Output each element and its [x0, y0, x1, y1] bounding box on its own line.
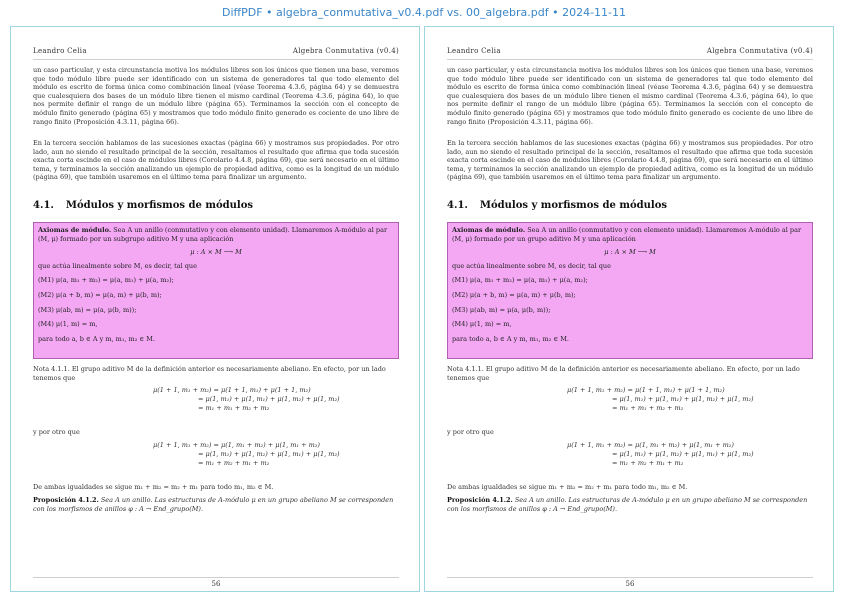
equation-line: = m₁ + m₁ + m₂ + m₂: [198, 404, 270, 412]
equation-line: = μ(1, m₁) + μ(1, m₂) + μ(1, m₁) + μ(1, m₂): [612, 450, 754, 458]
left-page-view[interactable]: [10, 26, 420, 592]
header-title: Algebra Conmutativa (v0.4): [292, 47, 399, 55]
axiom-m2: (M2) μ(a + b, m) = μ(a, m) + μ(b, m);: [452, 290, 576, 299]
definition-formula: μ : A × M ⟶ M: [190, 248, 242, 257]
section-number: 4.1.: [33, 200, 54, 211]
equation-line: = m₁ + m₂ + m₁ + m₂: [198, 459, 270, 467]
right-page-view[interactable]: [424, 26, 834, 592]
equation-block-1: [33, 386, 399, 424]
definition-title: Axiomas de módulo.: [38, 226, 112, 234]
axiom-m1: (M1) μ(a, m₁ + m₂) = μ(a, m₁) + μ(a, m₂);: [38, 276, 174, 285]
equation-block-1: [447, 386, 813, 424]
note-paragraph: Nota 4.1.1. El grupo aditivo M de la definición anterior es necesariamente abeliano. En efecto, por un lado tenemos que: [447, 365, 800, 382]
running-header: [447, 47, 813, 60]
definition-formula: μ : A × M ⟶ M: [604, 248, 656, 257]
axiom-m4: (M4) μ(1, m) = m,: [38, 320, 98, 329]
header-author: Leandro Celia: [447, 47, 501, 55]
section-title: Módulos y morfismos de módulos: [479, 200, 667, 211]
proposition-text: Sea A un anillo. Las estructuras de A-módulo μ en un grupo abeliano M se corresponden con los morfismos de anillos φ : A → End_grupo(M).: [33, 496, 394, 513]
axiom-m4: (M4) μ(1, m) = m,: [452, 320, 512, 329]
section-title: Módulos y morfismos de módulos: [65, 200, 253, 211]
equation-line: μ(1 + 1, m₁ + m₂) = μ(1, m₁ + m₂) + μ(1, m₁ + m₂): [567, 441, 734, 449]
axiom-m2: (M2) μ(a + b, m) = μ(a, m) + μ(b, m);: [38, 290, 162, 299]
definition-lead: que actúa linealmente sobre M, es decir, tal que: [452, 261, 611, 270]
equation-line: μ(1 + 1, m₁ + m₂) = μ(1 + 1, m₁) + μ(1 + 1, m₂): [153, 386, 311, 394]
proposition: [33, 496, 399, 513]
definition-text: Sea A un anillo (conmutativo y con elemento unidad). Llamaremos A-módulo al par (M, μ) formado por un subgrupo aditivo M y una aplicación: [38, 226, 388, 243]
intro-paragraph: un caso particular, y esta circunstancia motiva los módulos libres son los únicos que tienen una base, veremos que todo módulo libre puede ser identificado con un sistema de generadores tal que todo elemento del módulo es escrito de forma única como combinación lineal (véase Teorema 4.3.6, página 64) y se demuestra que cualesquiera dos bases de un módulo libre tienen el mismo cardinal (Teorema 4.3.6, página 64), lo que nos permite definir el rango de un módulo libre (página 65). Terminamos la sección con el concepto de módulo finito generado (página 65) y mostramos que todo módulo finito generado es cociente de uno libre de rango finito (Proposición 4.3.11, página 66).: [33, 66, 399, 126]
conclusion-text: De ambas igualdades se sigue m₁ + m₂ = m₂ + m₁ para todo m₁, m₂ ∈ M.: [447, 483, 688, 491]
definition-close: para todo a, b ∈ A y m, m₁, m₂ ∈ M.: [38, 334, 155, 343]
intro-paragraph-2: En la tercera sección hablamos de las sucesiones exactas (página 66) y mostramos sus propiedades. Por otro lado, aun no siendo el resultado principal de la sección, resaltamos el resultado que afirma que toda sucesión exacta corta escinde en el caso de módulos libres (Corolario 4.4.8, página 69), que será necesario en el último tema, y terminamos la sección analizando un ejemplo de propiedad aditiva, como es la longitud de un módulo (página 69), que también usaremos en el último tema para finalizar un argumento.: [447, 139, 813, 182]
equation-line: = m₁ + m₁ + m₂ + m₂: [612, 404, 684, 412]
section-heading: [447, 200, 813, 214]
definition-lead: que actúa linealmente sobre M, es decir, tal que: [38, 261, 197, 270]
proposition-label: Proposición 4.1.2.: [33, 496, 99, 504]
axiom-m1: (M1) μ(a, m₁ + m₂) = μ(a, m₁) + μ(a, m₂);: [452, 276, 588, 285]
section-heading: [33, 200, 399, 214]
window-title: DiffPDF • algebra_conmutativa_v0.4.pdf vs. 00_algebra.pdf • 2024-11-11: [221, 6, 627, 19]
intro-paragraph-2: En la tercera sección hablamos de las sucesiones exactas (página 66) y mostramos sus propiedades. Por otro lado, aun no siendo el resultado principal de la sección, resaltamos el resultado que afirma que toda sucesión exacta corta escinde en el caso de módulos libres (Corolario 4.4.8, página 69), que será necesario en el último tema, y terminamos la sección analizando un ejemplo de propiedad aditiva, como es la longitud de un módulo (página 69), que también usaremos en el último tema para finalizar un argumento.: [33, 139, 399, 182]
intro-paragraph: un caso particular, y esta circunstancia motiva los módulos libres son los únicos que tienen una base, veremos que todo módulo libre puede ser identificado con un sistema de generadores tal que todo elemento del módulo es escrito de forma única como combinación lineal (véase Teorema 4.3.6, página 64) y se demuestra que cualesquiera dos bases de un módulo libre tienen el mismo cardinal (Teorema 4.3.6, página 64), lo que nos permite definir el rango de un módulo libre (página 65). Terminamos la sección con el concepto de módulo finito generado (página 65) y mostramos que todo módulo finito generado es cociente de uno libre de rango finito (Proposición 4.3.11, página 66).: [447, 66, 813, 126]
proposition: [447, 496, 813, 513]
proposition-label: Proposición 4.1.2.: [447, 496, 513, 504]
page-content: [33, 47, 399, 588]
mid-text: y por otro que: [33, 428, 80, 436]
header-title: Algebra Conmutativa (v0.4): [706, 47, 813, 55]
definition-box: [447, 222, 813, 359]
equation-line: μ(1 + 1, m₁ + m₂) = μ(1, m₁ + m₂) + μ(1, m₁ + m₂): [153, 441, 320, 449]
axiom-m3: (M3) μ(ab, m) = μ(a, μ(b, m));: [38, 305, 137, 314]
definition-box: [33, 222, 399, 359]
page-content: [447, 47, 813, 588]
page-number: 56: [33, 577, 399, 588]
definition-text: Sea A un anillo (conmutativo y con elemento unidad). Llamaremos A-módulo al par (M, μ) formado por un grupo aditivo M y una aplicación: [452, 226, 802, 243]
conclusion-text: De ambas igualdades se sigue m₁ + m₂ = m₂ + m₁ para todo m₁, m₂ ∈ M.: [33, 483, 274, 491]
mid-text: y por otro que: [447, 428, 494, 436]
running-header: [33, 47, 399, 60]
equation-line: = μ(1, m₁) + μ(1, m₂) + μ(1, m₁) + μ(1, m₂): [198, 450, 340, 458]
definition-title: Axiomas de módulo.: [452, 226, 526, 234]
equation-block-2: [447, 441, 813, 479]
equation-line: = μ(1, m₁) + μ(1, m₁) + μ(1, m₂) + μ(1, m₂): [612, 395, 754, 403]
equation-block-2: [33, 441, 399, 479]
axiom-m3: (M3) μ(ab, m) = μ(a, μ(b, m));: [452, 305, 551, 314]
equation-line: = m₁ + m₂ + m₁ + m₂: [612, 459, 684, 467]
definition-close: para todo a, b ∈ A y m, m₁, m₂ ∈ M.: [452, 334, 569, 343]
equation-line: = μ(1, m₁) + μ(1, m₁) + μ(1, m₂) + μ(1, m₂): [198, 395, 340, 403]
header-author: Leandro Celia: [33, 47, 87, 55]
note-paragraph: Nota 4.1.1. El grupo aditivo M de la definición anterior es necesariamente abeliano. En efecto, por un lado tenemos que: [33, 365, 386, 382]
equation-line: μ(1 + 1, m₁ + m₂) = μ(1 + 1, m₁) + μ(1 + 1, m₂): [567, 386, 725, 394]
proposition-text: Sea A un anillo. Las estructuras de A-módulo μ en un grupo abeliano M se corresponden con los morfismos de anillos φ : A → End_grupo(M).: [447, 496, 808, 513]
page-number: 56: [447, 577, 813, 588]
section-number: 4.1.: [447, 200, 468, 211]
